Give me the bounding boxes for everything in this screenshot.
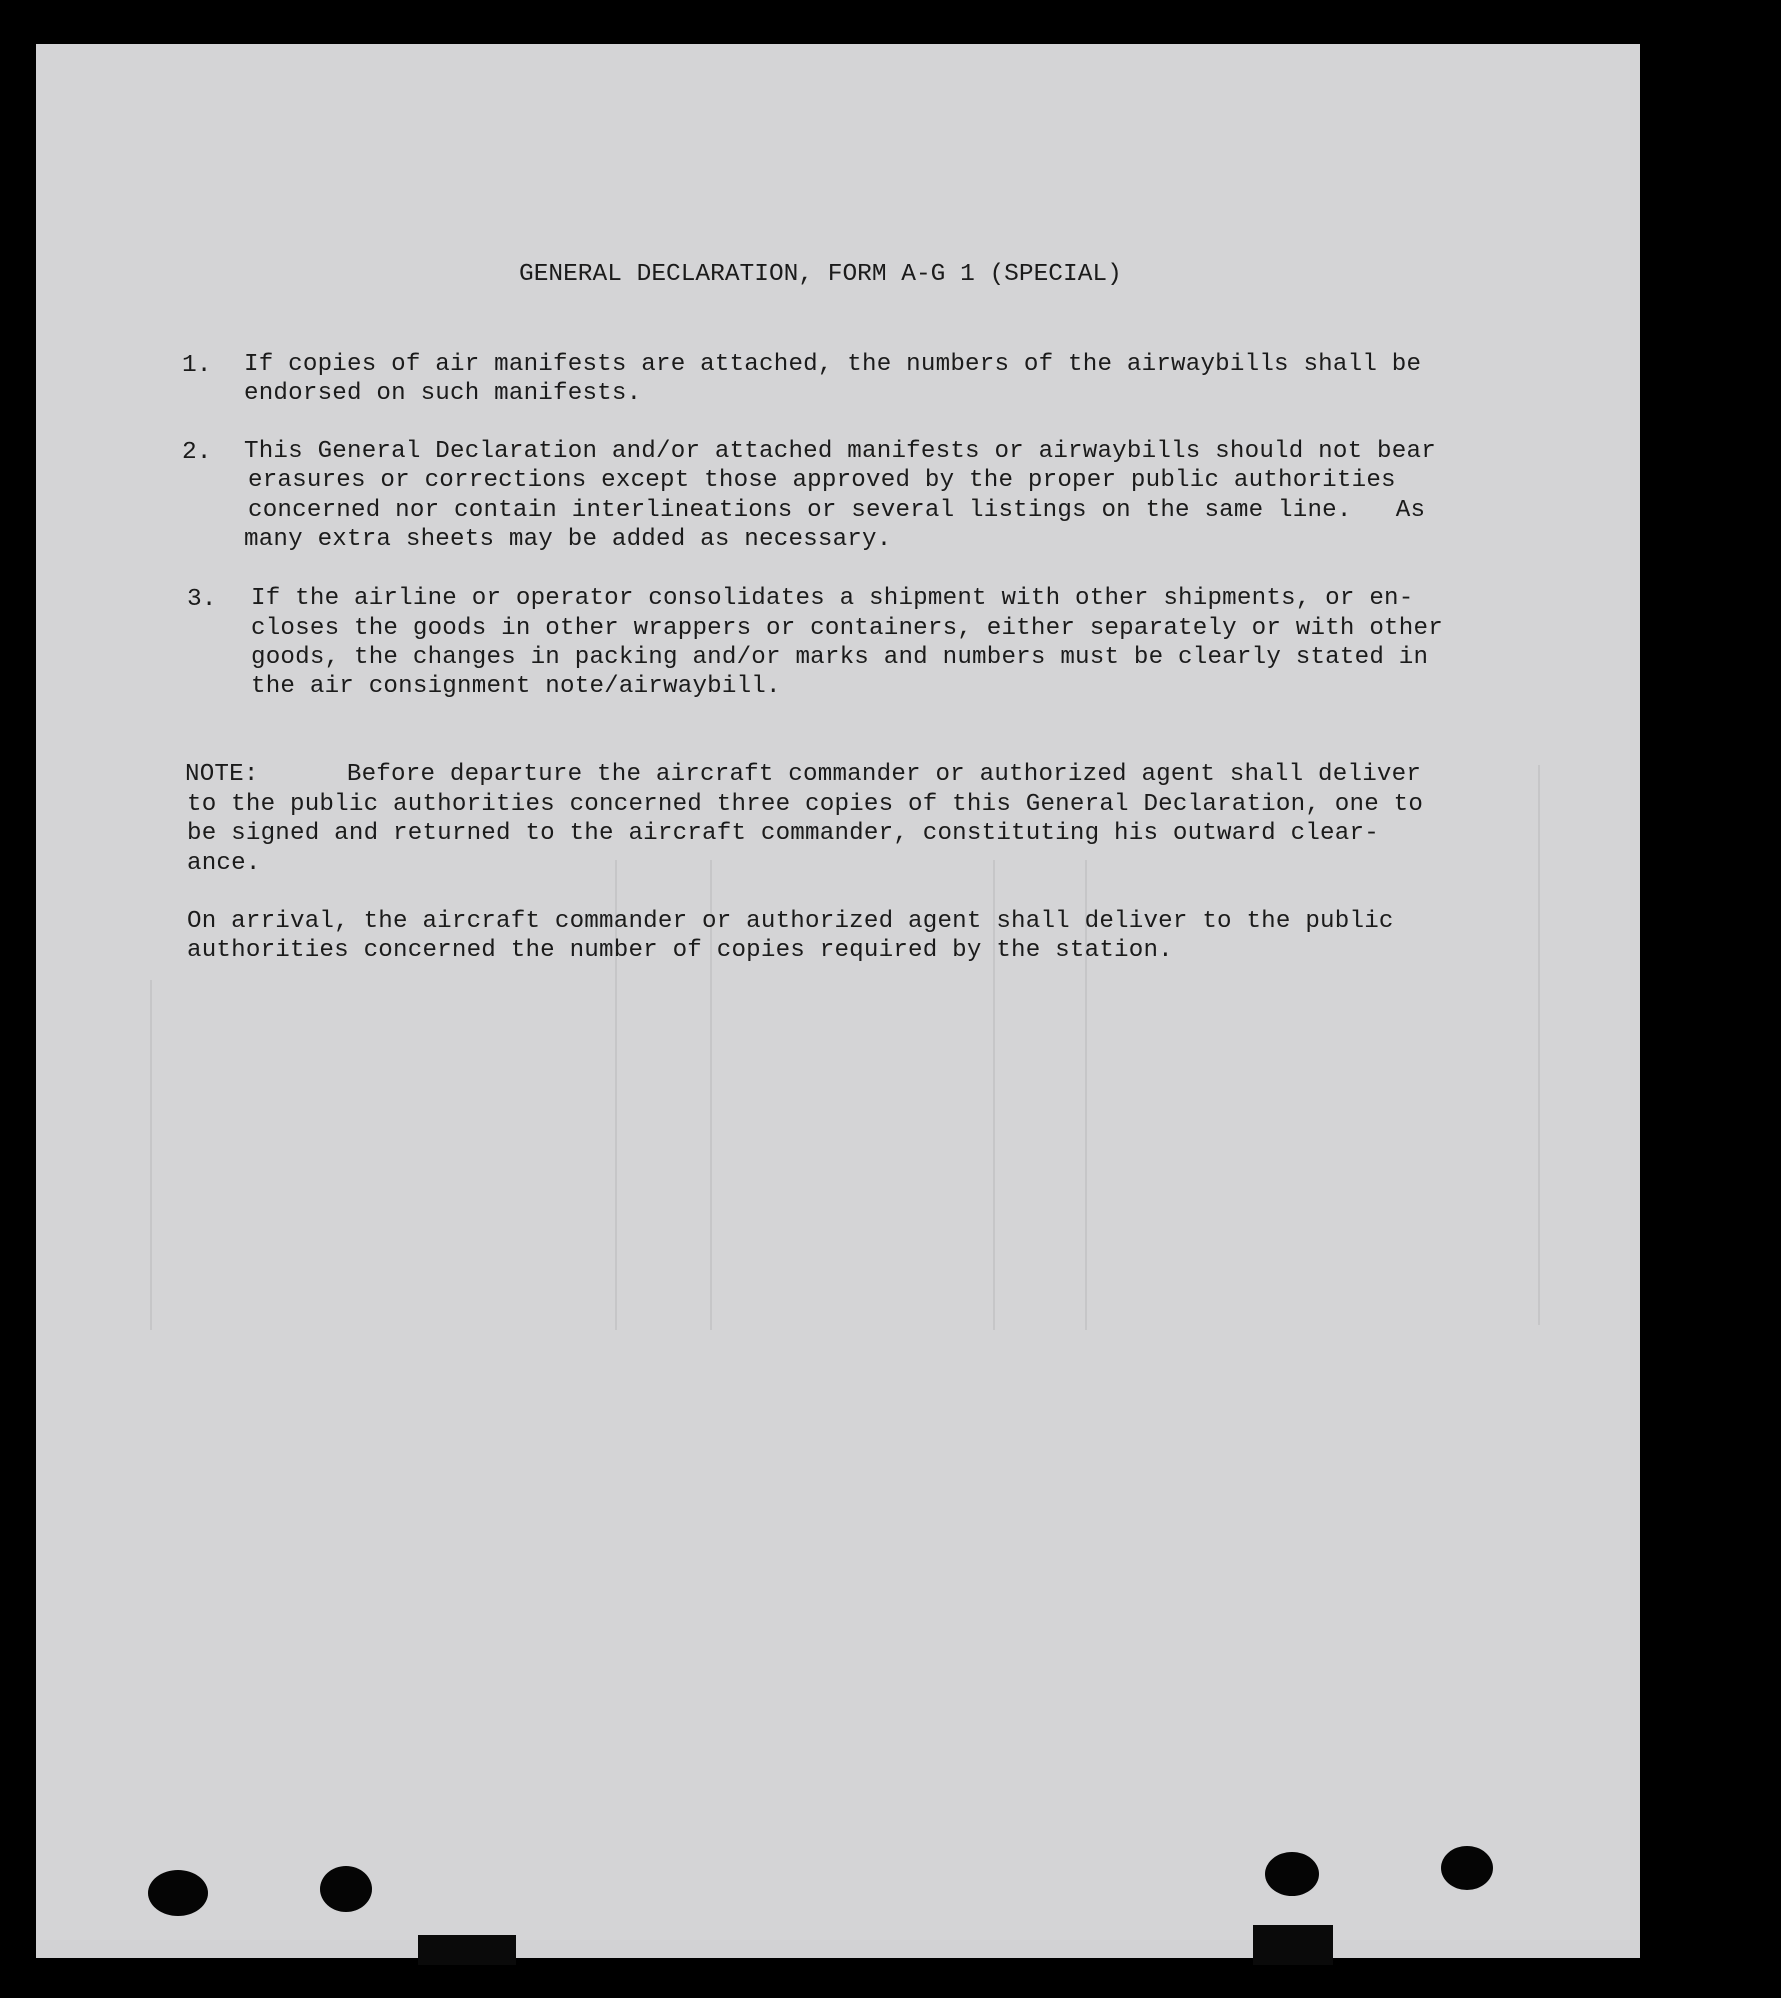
item-line: goods, the changes in packing and/or marks and numbers must be clearly stated in [251,644,1429,671]
note-line: to the public authorities concerned three copies of this General Declaration, one to [187,791,1424,818]
bleed-through-line [1538,765,1540,1325]
note-line: NOTE: Before departure the aircraft commander or authorized agent shall deliver [185,761,1422,788]
binding-tab [418,1935,516,1965]
item-number: 2. [182,439,212,466]
punch-hole [1265,1852,1319,1896]
binding-tab [1253,1925,1333,1965]
item-line: concerned nor contain interlineations or several listings on the same line. As [248,497,1426,524]
punch-hole [148,1870,208,1916]
punch-hole [1441,1846,1493,1890]
arrival-line: authorities concerned the number of copies required by the station. [187,937,1173,964]
note-line: be signed and returned to the aircraft commander, constituting his outward clear- [187,820,1379,847]
punch-hole [320,1866,372,1912]
arrival-line: On arrival, the aircraft commander or authorized agent shall deliver to the public [187,908,1394,935]
item-line: endorsed on such manifests. [244,380,642,407]
page-bottom-edge [36,1940,1640,1958]
item-line: If the airline or operator consolidates a shipment with other shipments, or en- [251,585,1414,612]
document-title: GENERAL DECLARATION, FORM A-G 1 (SPECIAL) [519,261,1122,288]
item-number: 3. [187,586,217,613]
bleed-through-line [150,980,152,1330]
document-page [36,44,1640,1958]
item-number: 1. [182,352,212,379]
note-line: ance. [187,850,261,877]
item-line: erasures or corrections except those approved by the proper public authorities [248,467,1396,494]
item-line: many extra sheets may be added as necessary. [244,526,892,553]
item-line: This General Declaration and/or attached manifests or airwaybills should not bear [244,438,1436,465]
item-line: the air consignment note/airwaybill. [251,673,781,700]
item-line: If copies of air manifests are attached, the numbers of the airwaybills shall be [244,351,1422,378]
item-line: closes the goods in other wrappers or containers, either separately or with other [251,615,1443,642]
